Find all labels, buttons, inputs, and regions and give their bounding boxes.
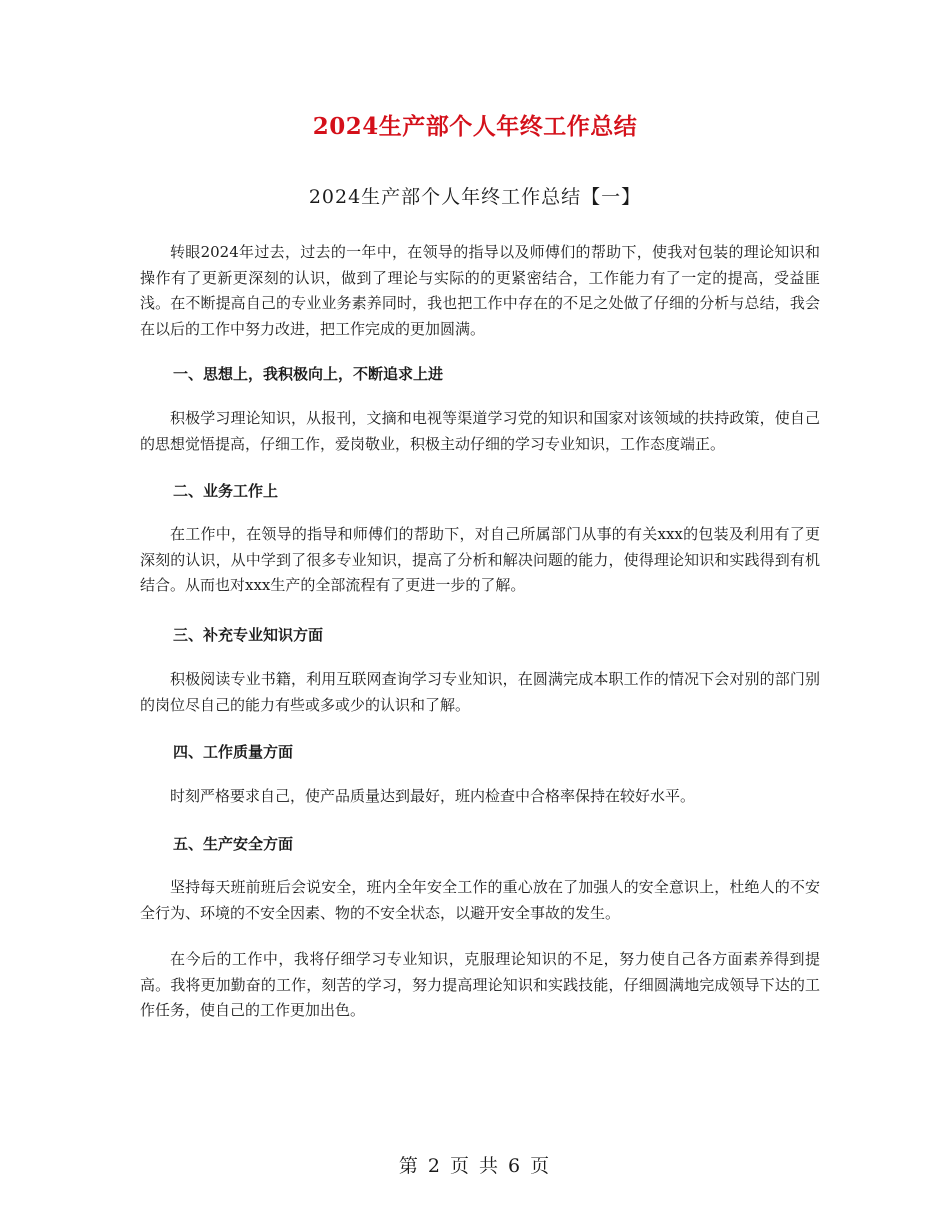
section-body-2: 在工作中，在领导的指导和师傅们的帮助下，对自己所属部门从事的有关xxx的包装及利用有了更深刻的认识，从中学到了很多专业知识，提高了分析和解决问题的能力，使得理论知识和实践得到有机结合。从而也对xxx生产的全部流程有了更进一步的了解。 xyxy=(140,525,820,594)
closing-paragraph: 在今后的工作中，我将仔细学习专业知识，克服理论知识的不足，努力使自己各方面素养得到提高。我将更加勤奋的工作，刻苦的学习，努力提高理论知识和实践技能，仔细圆满地完成领导下达的工作任务，使自己的工作更加出色。 xyxy=(140,950,820,1019)
section-heading-4: 四、工作质量方面 xyxy=(173,743,294,761)
document-title: 2024生产部个人年终工作总结 xyxy=(312,113,638,140)
section-title: 2024生产部个人年终工作总结【一】 xyxy=(308,186,642,208)
section-heading-3: 三、补充专业知识方面 xyxy=(173,626,324,644)
section-heading-1: 一、思想上，我积极向上，不断追求上进 xyxy=(173,365,444,383)
section-body-3: 积极阅读专业书籍，利用互联网查询学习专业知识，在圆满完成本职工作的情况下会对别的部门别的岗位尽自己的能力有些或多或少的认识和了解。 xyxy=(140,670,820,714)
intro-paragraph: 转眼2024年过去，过去的一年中，在领导的指导以及师傅们的帮助下，使我对包装的理论知识和操作有了更新更深刻的认识，做到了理论与实际的的更紧密结合，工作能力有了一定的提高，受益匪浅。在不断提高自己的专业业务素养同时，我也把工作中存在的不足之处做了仔细的分析与总结，我会在以后的工作中努力改进，把工作完成的更加圆满。 xyxy=(140,243,820,338)
section-body-4: 时刻严格要求自己，使产品质量达到最好，班内检查中合格率保持在较好水平。 xyxy=(170,787,696,805)
section-heading-5: 五、生产安全方面 xyxy=(173,835,294,853)
page-indicator: 第 2 页 共 6 页 xyxy=(398,1155,552,1177)
section-body-5: 坚持每天班前班后会说安全，班内全年安全工作的重心放在了加强人的安全意识上，杜绝人的不安全行为、环境的不安全因素、物的不安全状态，以避开安全事故的发生。 xyxy=(140,878,820,922)
section-heading-2: 二、业务工作上 xyxy=(173,482,279,500)
section-body-1: 积极学习理论知识，从报刊，文摘和电视等渠道学习党的知识和国家对该领域的扶持政策，使自己的思想觉悟提高，仔细工作，爱岗敬业，积极主动仔细的学习专业知识，工作态度端正。 xyxy=(140,409,820,453)
